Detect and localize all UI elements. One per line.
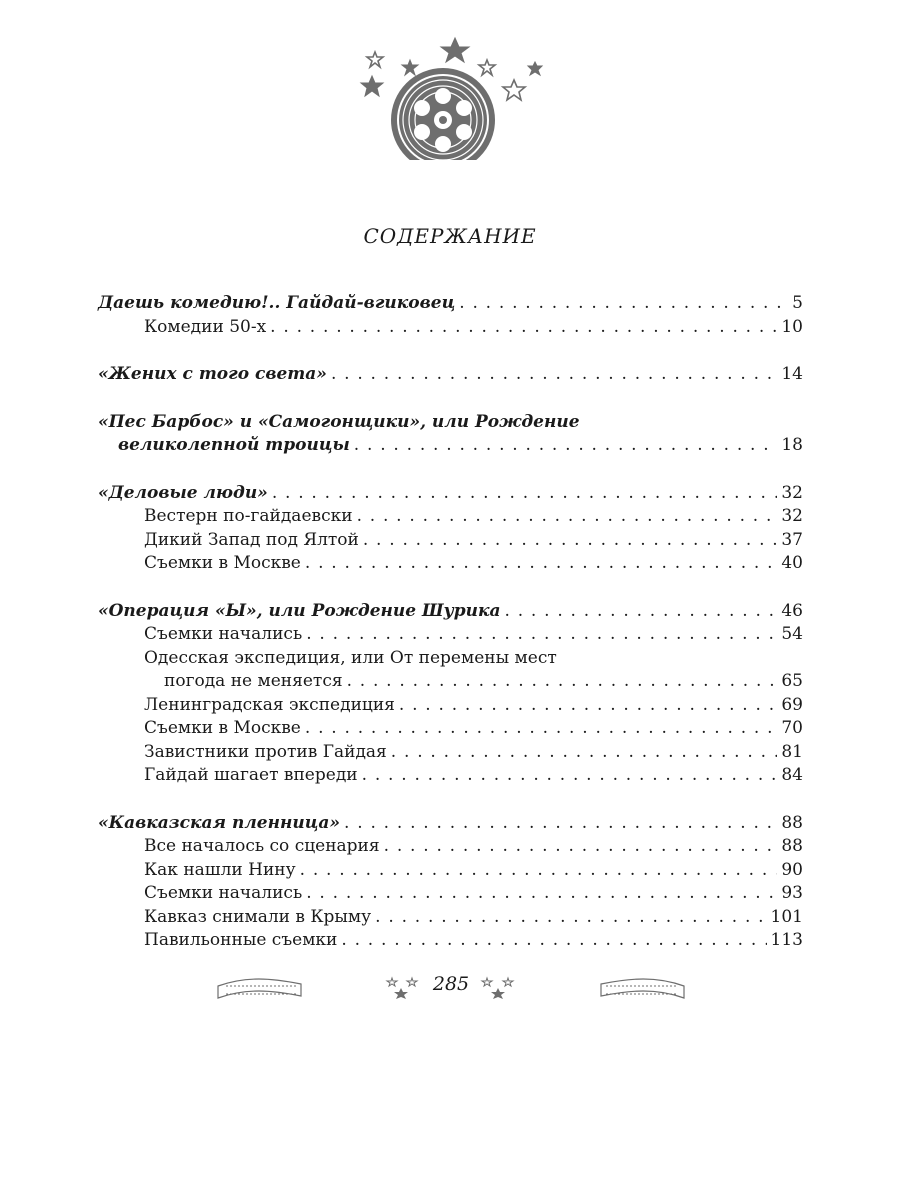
star-icon — [528, 62, 542, 75]
toc-chapter — [98, 600, 803, 624]
toc-section — [98, 717, 803, 741]
page-number: 46 — [781, 600, 803, 621]
toc-chapter — [98, 363, 803, 387]
toc-section — [98, 694, 803, 718]
dot-leader — [331, 363, 777, 387]
section-title: Съемки в Москве — [144, 553, 301, 573]
section-title: Дикий Запад под Ялтой — [144, 529, 359, 550]
chapter-title: великолепной троицы — [118, 435, 350, 455]
section-title: Съемки в Москве — [144, 718, 301, 738]
star-outline-icon — [503, 80, 525, 100]
toc-section — [98, 859, 803, 883]
toc-section — [98, 505, 803, 529]
dot-leader — [347, 670, 778, 694]
dot-leader — [459, 292, 788, 316]
toc-chapter — [98, 812, 803, 836]
page-number: 81 — [781, 741, 803, 762]
dot-leader — [505, 600, 778, 624]
chapter-title-line1: «Пес Барбос» и «Самогонщики», или Рождение — [98, 411, 580, 432]
star-icon — [441, 38, 469, 62]
star-icon — [361, 76, 383, 96]
toc-section — [98, 882, 803, 906]
dot-leader — [341, 929, 766, 953]
page-number: 65 — [781, 671, 803, 691]
dot-leader — [357, 505, 778, 529]
toc-chapter — [98, 292, 803, 316]
page-number: 84 — [781, 765, 803, 785]
page-number: 69 — [781, 694, 803, 715]
page-number: 14 — [781, 364, 803, 384]
dot-leader — [384, 835, 778, 859]
page-number: 93 — [781, 883, 803, 903]
chapter-title: Даешь комедию!.. Гайдай-вгиковец — [98, 293, 456, 313]
dot-leader — [305, 552, 777, 576]
page-number: 113 — [770, 930, 803, 950]
toc-group — [98, 292, 803, 339]
page-number: 70 — [781, 718, 803, 738]
toc-group — [98, 363, 803, 387]
toc-chapter — [98, 411, 803, 458]
page-number-footer: 285 — [432, 973, 470, 995]
section-title: Комедии 50-х — [144, 316, 267, 337]
dot-leader — [344, 812, 777, 836]
toc-section — [98, 835, 803, 859]
toc-section — [98, 529, 803, 553]
star-outline-icon — [479, 60, 495, 75]
dot-leader — [391, 741, 778, 765]
toc-group — [98, 482, 803, 576]
section-title-line1: Одесская экспедиция, или От перемены мест — [144, 647, 557, 668]
chapter-title: «Жених с того света» — [98, 364, 327, 384]
toc-chapter — [98, 482, 803, 506]
page-number: 18 — [781, 435, 803, 455]
page-number: 5 — [792, 293, 803, 313]
page-number: 37 — [781, 529, 803, 550]
page-footer — [216, 970, 686, 1000]
chapter-title: «Кавказская пленница» — [98, 812, 341, 833]
film-reel-stars-ornament — [350, 30, 550, 160]
section-title: Завистники против Гайдая — [144, 741, 387, 762]
page-number: 32 — [781, 482, 803, 503]
toc-group — [98, 812, 803, 953]
page-number: 32 — [781, 506, 803, 526]
section-title: Кавказ снимали в Крыму — [144, 906, 372, 927]
dot-leader — [363, 529, 778, 553]
section-title: Вестерн по-гайдаевски — [144, 506, 353, 526]
dot-leader — [306, 623, 777, 647]
dot-leader — [306, 882, 777, 906]
dot-leader — [354, 434, 778, 458]
section-title: Гайдай шагает впереди — [144, 765, 358, 785]
toc-section — [98, 764, 803, 788]
toc-section — [98, 623, 803, 647]
chapter-title: «Деловые люди» — [98, 482, 268, 503]
page-number: 101 — [770, 906, 803, 927]
toc-section — [98, 906, 803, 930]
section-title: Павильонные съемки — [144, 930, 338, 950]
toc-section — [98, 929, 803, 953]
table-of-contents — [98, 292, 803, 977]
toc-section — [98, 741, 803, 765]
section-title: Все началось со сценария — [144, 836, 380, 856]
star-outline-icon — [367, 52, 383, 67]
page-title: СОДЕРЖАНИЕ — [363, 224, 537, 248]
dot-leader — [375, 906, 766, 930]
dot-leader — [272, 482, 778, 506]
section-title: Ленинградская экспедиция — [144, 694, 395, 715]
section-title: Съемки начались — [144, 883, 303, 903]
page-number: 40 — [781, 553, 803, 573]
section-title: погода не меняется — [164, 671, 343, 691]
dot-leader — [305, 717, 777, 741]
page-number: 90 — [781, 859, 803, 880]
toc-group — [98, 600, 803, 788]
chapter-title: «Операция «Ы», или Рождение Шурика — [98, 600, 501, 621]
dot-leader — [362, 764, 778, 788]
toc-section — [98, 316, 803, 340]
dot-leader — [399, 694, 777, 718]
toc-group — [98, 411, 803, 458]
page-number: 88 — [781, 836, 803, 856]
section-title: Как нашли Нину — [144, 859, 296, 880]
film-reel-icon — [350, 30, 495, 160]
page-number: 54 — [781, 624, 803, 644]
toc-section — [98, 647, 803, 694]
toc-section — [98, 552, 803, 576]
section-title: Съемки начались — [144, 624, 303, 644]
page-number: 10 — [781, 316, 803, 337]
dot-leader — [300, 859, 778, 883]
page-number: 88 — [781, 812, 803, 833]
star-icon — [402, 60, 418, 75]
dot-leader — [270, 316, 777, 340]
